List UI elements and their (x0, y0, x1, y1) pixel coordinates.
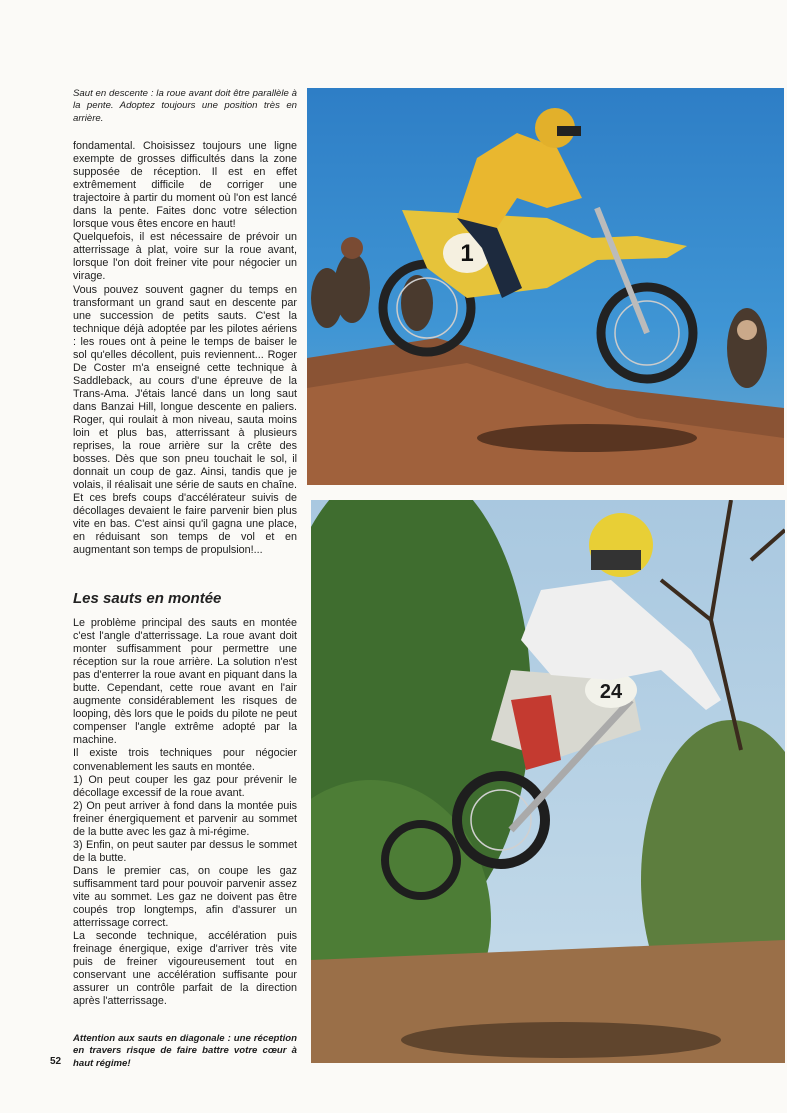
paragraph: Vous pouvez souvent gagner du temps en transformant un grand saut en descente par une succession de petits sauts. C'est la technique déjà adoptée par les pilotes aériens : les roues ont à peine le temps de baiser le sol qu'elles décollent, puis reviennent... Roger De Coster m'a enseigné cette technique à Saddleback, au cours d'une épreuve de la Trans-Ama. J'étais lancé dans un long saut dans Banzai Hill, longue descente en paliers. Roger, qui roulait à mon niveau, sauta moins loin et plus bas, atterrissant à plusieurs reprises, la roue arrière sur la crête des bosses. Dès que son pneu touchait le sol, il donnait un coup de gaz. Ainsi, tandis que je volais, il réalisait une série de sauts en chaîne. Et ces brefs coups d'accélérateur suivis de décollages devaient le faire parvenir bien plus vite en bas. C'est ainsi qu'il gagna une place, en réduisant son temps de vol et en augmentant son temps de propulsion!... (73, 283, 297, 557)
paragraph: 1) On peut couper les gaz pour prévenir le décollage excessif de la roue avant. (73, 773, 297, 799)
page-number: 52 (50, 1056, 62, 1067)
paragraph: Quelquefois, il est nécessaire de prévoir un atterrissage à plat, voire sur la roue avant, lorsque l'on doit freiner vite pour négocier un virage. (73, 231, 297, 283)
paragraph: La seconde technique, accélération puis freinage énergique, exige d'arriver très vite puis de freiner vigoureusement tout en conservant une accélération suffisante pour assurer un contrôle parfait de la direction après l'atterrissage. (73, 930, 297, 1008)
race-plate-number: 24 (599, 681, 623, 703)
photo-uphill-jump (311, 500, 785, 1063)
photo-downhill-jump (307, 88, 784, 485)
paragraph: Il existe trois techniques pour négocier convenablement les sauts en montée. (73, 747, 297, 773)
section-heading: Les sauts en montée (73, 590, 222, 607)
photo-caption-bottom: Attention aux sauts en diagonale : une réception en travers risque de faire battre votre cœur à haut régime! (73, 1033, 297, 1069)
paragraph: 2) On peut arriver à fond dans la montée puis freiner énergiquement et parvenir au sommet de la butte avec les gaz à mi-régime. (73, 799, 297, 838)
paragraph: Le problème principal des sauts en montée c'est l'angle d'atterrissage. La roue avant doit monter suffisamment pour permettre une réception sur la roue arrière. La solution n'est pas d'enterrer la roue avant en piquant dans la butte. Cependant, cette roue avant en l'air augmente considérablement les risques de looping, dès lors que le poids du pilote ne peut compenser l'angle extrême adopté par la machine. (73, 617, 297, 747)
motocross-rider-illustration (307, 88, 784, 485)
paragraph: fondamental. Choisissez toujours une ligne exempte de grosses difficultés dans la zone supposée de réception. Il est en effet extrêmement difficile de corriger une trajectoire à partir du moment où l'on est lancé dans la pente. Faites donc votre sélection lorsque vous êtes encore en haut! (73, 140, 297, 231)
article-body-part2 (73, 617, 297, 1008)
photo-caption-top: Saut en descente : la roue avant doit être parallèle à la pente. Adoptez toujours une position très en arrière. (73, 88, 297, 124)
paragraph: Dans le premier cas, on coupe les gaz suffisamment tard pour pouvoir parvenir assez vite au sommet. Les gaz ne doivent pas être coupés trop longtemps, afin d'assurer un atterrissage correct. (73, 864, 297, 930)
paragraph: 3) Enfin, on peut sauter par dessus le sommet de la butte. (73, 838, 297, 864)
race-plate-number: 1 (460, 240, 474, 267)
motocross-rider-illustration (311, 500, 785, 1063)
article-body-part1 (73, 140, 297, 558)
